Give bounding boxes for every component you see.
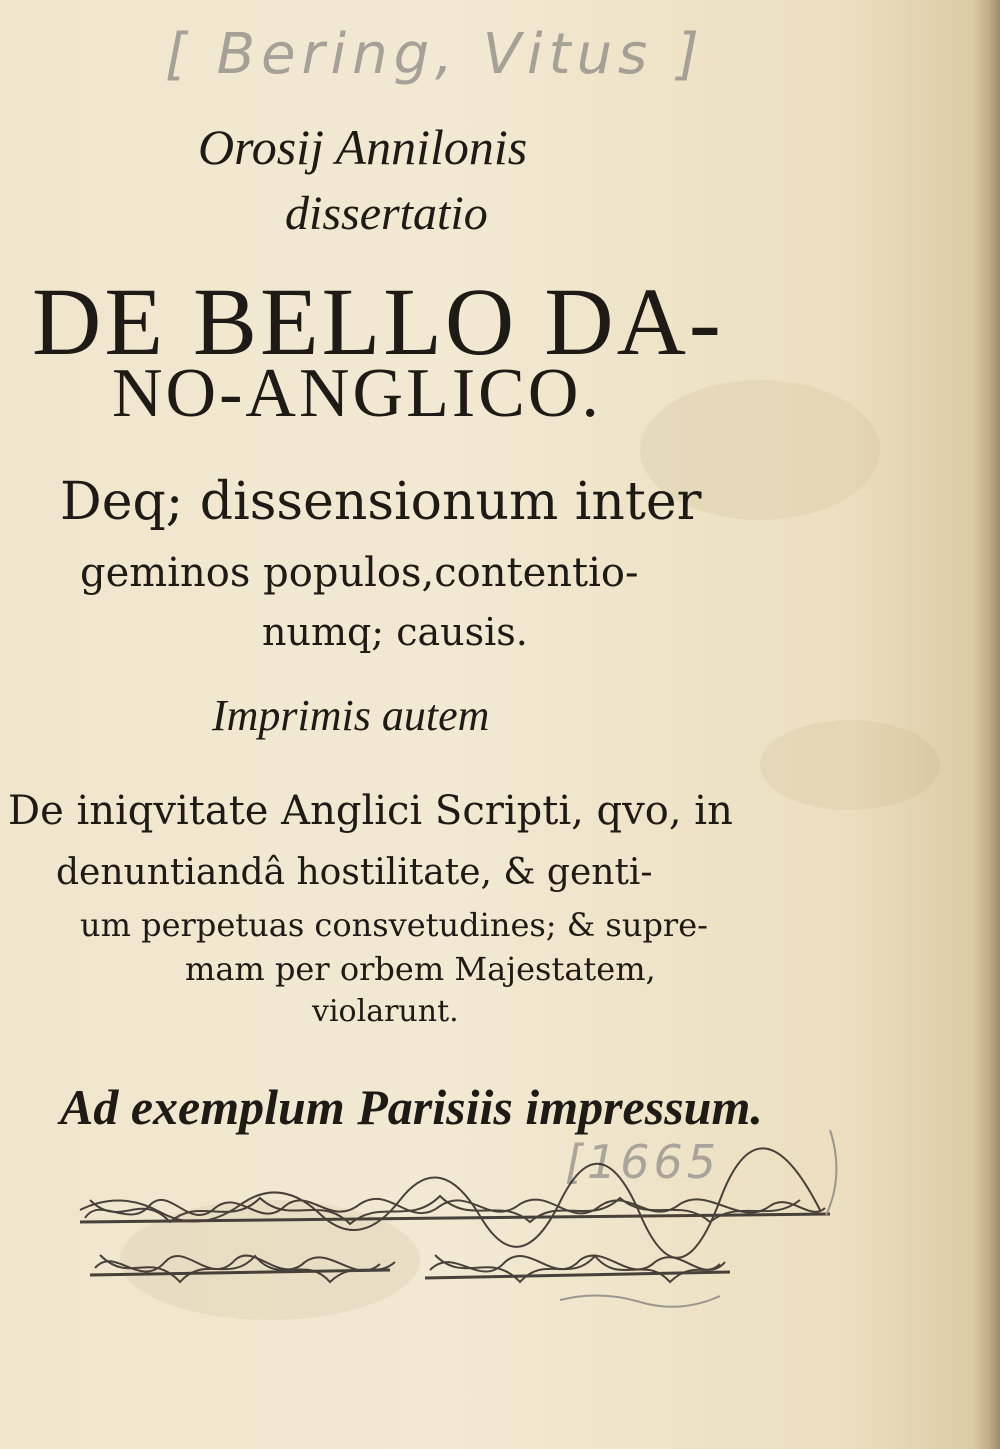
description-line-4: mam per orbem Majestatem, bbox=[185, 950, 656, 988]
description-line-5: violarunt. bbox=[312, 994, 459, 1029]
pencil-annotation: [ Bering, Vitus ] bbox=[165, 22, 705, 87]
imprint-line: Ad exemplum Parisiis impressum. bbox=[60, 1079, 763, 1135]
author-line: Orosij Annilonis bbox=[198, 119, 528, 175]
pencil-date-annotation: [1665 bbox=[565, 1135, 721, 1189]
subtitle-line-1: Deq; dissensionum inter bbox=[60, 472, 702, 532]
description-line-2: denuntiandâ hostilitate, & genti- bbox=[56, 852, 653, 893]
main-title-line-2: NO-ANGLICO. bbox=[112, 355, 602, 432]
imprimis-line: Imprimis autem bbox=[212, 691, 490, 740]
main-title-line-1: DE BELLO DA- bbox=[32, 268, 724, 375]
subtitle-line-2: geminos populos,contentio- bbox=[80, 550, 639, 596]
description-line-1: De iniqvitate Anglici Scripti, qvo, in bbox=[8, 788, 733, 834]
dissertatio-line: dissertatio bbox=[285, 187, 488, 240]
subtitle-line-3: numq; causis. bbox=[262, 610, 528, 654]
description-line-3: um perpetuas consvetudines; & supre- bbox=[80, 906, 708, 944]
